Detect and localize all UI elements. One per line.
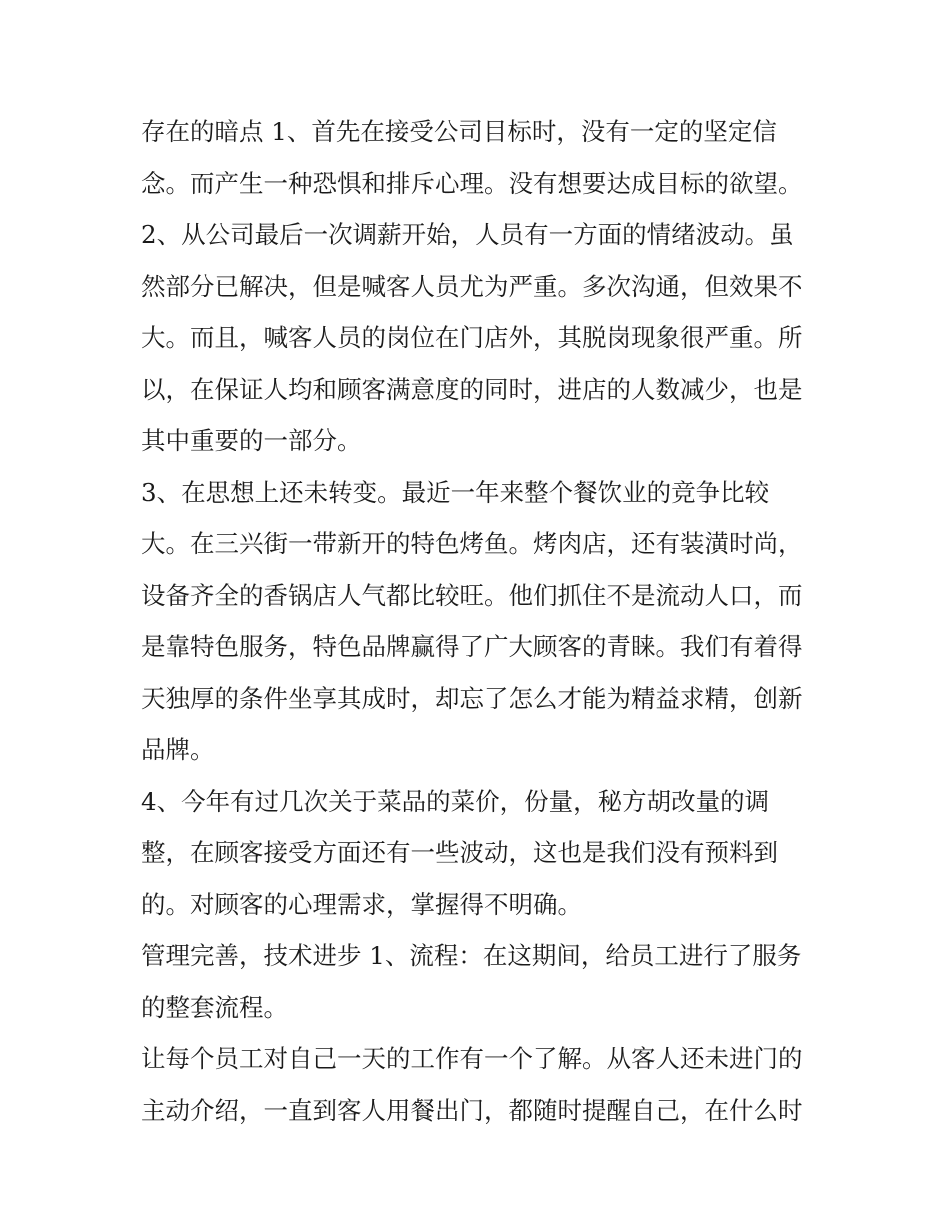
text-line: 3、在思想上还未转变。最近一年来整个餐饮业的竞争比较 — [141, 477, 770, 507]
text-line: 2、从公司最后一次调薪开始，人员有一方面的情绪波动。虽 — [141, 220, 794, 249]
text-line: 以，在保证人均和顾客满意度的同时，进店的人数减少，也是 — [141, 374, 803, 404]
text-line: 存在的暗点 1、首先在接受公司目标时，没有一定的坚定信 — [141, 117, 777, 146]
text-line: 整，在顾客接受方面还有一些波动，这也是我们没有预料到 — [141, 838, 778, 867]
text-line: 的整套流程。 — [141, 992, 288, 1022]
text-line: 设备齐全的香锅店人气都比较旺。他们抓住不是流动人口，而 — [141, 580, 803, 610]
text-line: 是靠特色服务，特色品牌赢得了广大顾客的青睐。我们有着得 — [141, 632, 803, 661]
document-body — [141, 106, 821, 1136]
text-line: 让每个员工对自己一天的工作有一个了解。从客人还未进门的 — [141, 1044, 803, 1073]
text-line: 其中重要的一部分。 — [141, 426, 362, 455]
text-line: 念。而产生一种恐惧和排斥心理。没有想要达成目标的欲望。 — [141, 168, 803, 198]
text-line: 的。对顾客的心理需求，掌握得不明确。 — [141, 889, 582, 919]
text-line: 大。而且，喊客人员的岗位在门店外，其脱岗现象很严重。所 — [141, 323, 803, 352]
text-line: 天独厚的条件坐享其成时，却忘了怎么才能为精益求精，创新 — [141, 683, 803, 713]
text-line: 主动介绍，一直到客人用餐出门，都随时提醒自己，在什么时 — [141, 1095, 803, 1125]
text-line: 4、今年有过几次关于菜品的菜价，份量，秘方胡改量的调 — [141, 786, 770, 816]
text-line: 品牌。 — [141, 735, 215, 764]
text-line: 管理完善，技术进步 1、流程：在这期间，给员工进行了服务 — [141, 941, 802, 970]
text-line: 然部分已解决，但是喊客人员尤为严重。多次沟通，但效果不 — [141, 271, 803, 301]
text-line: 大。在三兴街一带新开的特色烤鱼。烤肉店，还有装潢时尚， — [141, 529, 803, 558]
